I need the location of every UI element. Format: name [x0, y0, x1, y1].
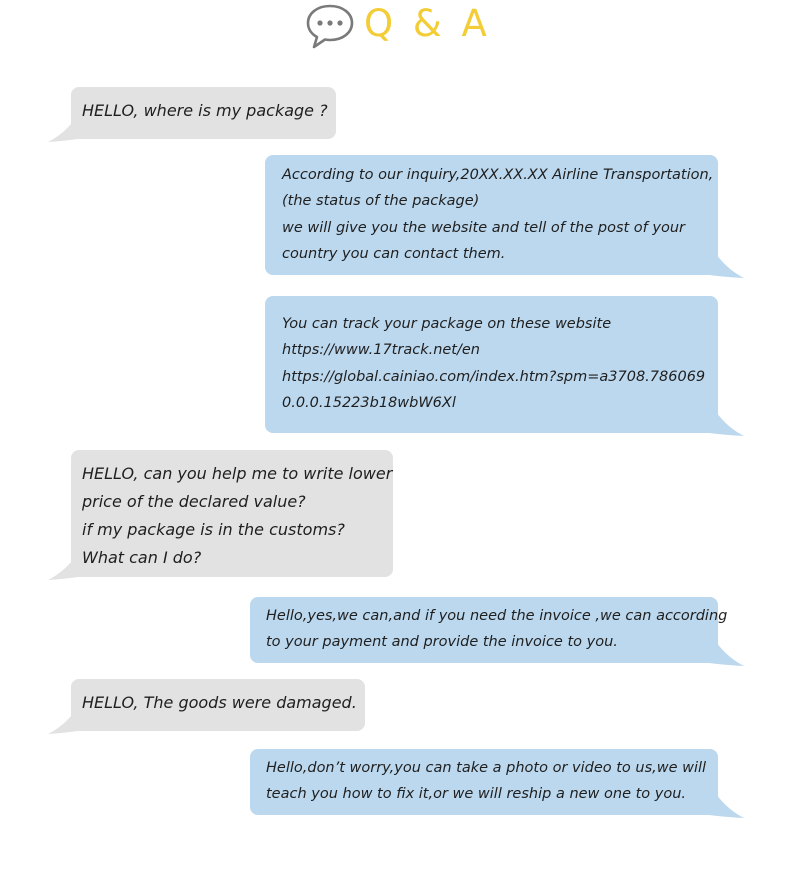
- message-line: teach you how to fix it,or we will reship a new one to you.: [266, 786, 687, 803]
- tracking-link[interactable]: 0.0.0.15223b18wbW6Xl: [282, 394, 456, 411]
- message-line: According to our inquiry,20XX.XX.XX Airline Transportation,: [282, 167, 714, 183]
- message-line: What can I do?: [82, 548, 202, 567]
- message-line: HELLO, where is my package ?: [82, 101, 328, 120]
- tracking-link[interactable]: https://www.17track.net/en: [282, 342, 480, 359]
- customer-message: [71, 679, 365, 731]
- message-line: Hello,yes,we can,and if you need the invoice ,we can according: [266, 608, 728, 624]
- seller-message: [250, 597, 728, 663]
- seller-message: [265, 155, 718, 275]
- message-line: Hello,don’t worry,you can take a photo or video to us,we will: [266, 760, 707, 776]
- message-line: to your payment and provide the invoice to you.: [266, 634, 618, 651]
- message-line: (the status of the package): [282, 193, 480, 210]
- page-title: Q & A: [364, 2, 491, 45]
- customer-message: [71, 87, 336, 139]
- tracking-link[interactable]: https://global.cainiao.com/index.htm?spm=a3708.786069: [282, 368, 706, 385]
- message-line: HELLO, The goods were damaged.: [82, 693, 357, 712]
- message-line: HELLO, can you help me to write lower: [82, 464, 393, 483]
- seller-message: [250, 749, 718, 815]
- message-line: You can track your package on these website: [282, 316, 612, 332]
- message-line: if my package is in the customs?: [82, 520, 345, 539]
- message-line: country you can contact them.: [282, 245, 506, 262]
- qa-header: [0, 0, 790, 60]
- seller-message: [265, 296, 718, 433]
- speech-bubble-icon: [305, 3, 355, 49]
- message-line: we will give you the website and tell of the post of your: [282, 219, 685, 236]
- message-line: price of the declared value?: [82, 492, 306, 511]
- customer-message: [71, 450, 393, 577]
